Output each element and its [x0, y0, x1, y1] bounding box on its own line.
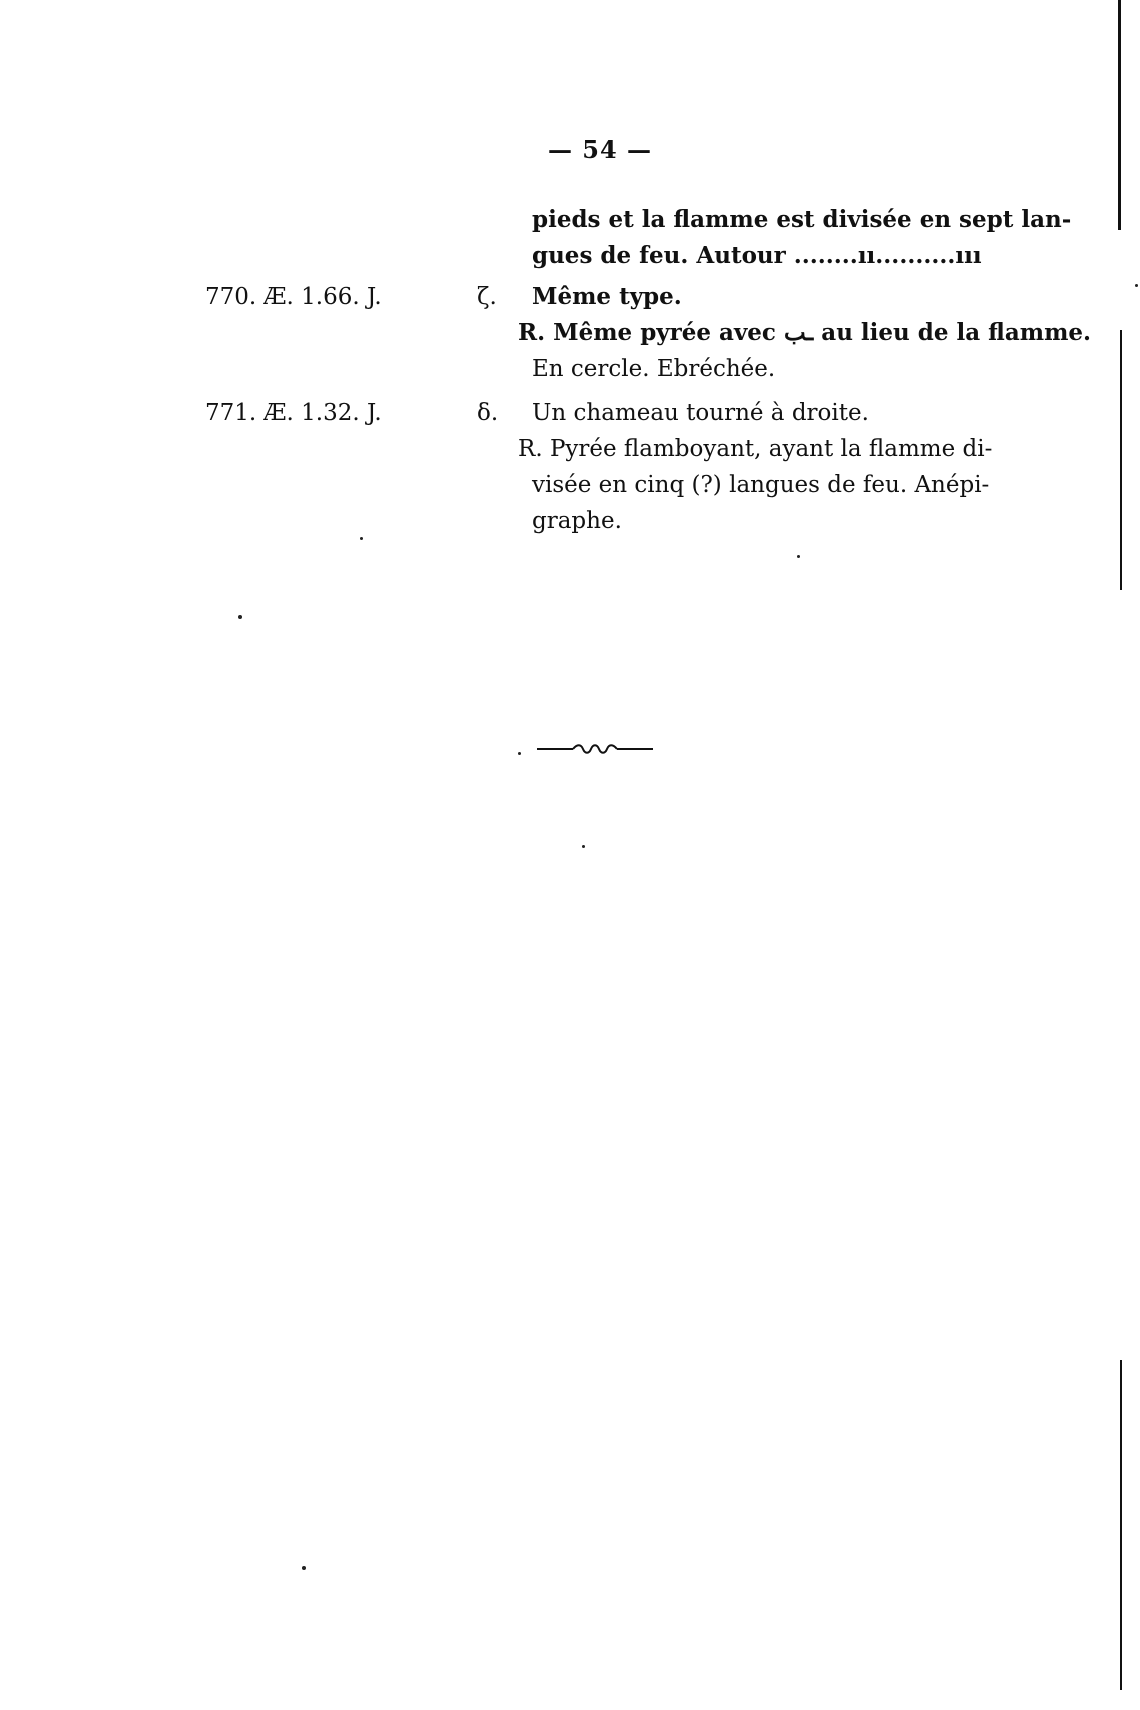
entry-marker: ζ. [477, 284, 497, 310]
paper-speck [582, 845, 585, 848]
reverse-line-1: R. Pyrée flamboyant, ayant la flamme di- [518, 436, 993, 462]
paper-speck [1135, 284, 1138, 287]
ornament-divider [535, 742, 655, 756]
continuation-line-1: pieds et la flamme est divisée en sept lan- [532, 206, 1072, 233]
catalog-number: 771. Æ. 1.32. J. [205, 400, 382, 426]
reverse-line-2: En cercle. Ebréchée. [532, 356, 776, 382]
reverse-line-2: visée en cinq (?) langues de feu. Anépi- [532, 472, 990, 498]
paper-speck [238, 615, 242, 619]
binding-edge-mark [1120, 330, 1122, 590]
paper-speck [797, 555, 800, 558]
binding-edge-mark [1120, 1360, 1122, 1690]
continuation-line-2: gues de feu. Autour ........ıı..........ııı [532, 242, 982, 269]
page-number: — 54 — [547, 135, 653, 164]
obverse-description: Un chameau tourné à droite. [532, 400, 869, 426]
paper-speck [302, 1566, 306, 1570]
paper-speck [518, 752, 521, 755]
obverse-description: Même type. [532, 283, 682, 310]
catalog-number: 770. Æ. 1.66. J. [205, 284, 382, 310]
binding-edge-mark [1118, 0, 1121, 230]
entry-marker: δ. [477, 400, 499, 426]
reverse-line-1: R. Même pyrée avec ـب au lieu de la flamme. [518, 319, 1092, 346]
reverse-line-3: graphe. [532, 508, 622, 534]
paper-speck [360, 537, 363, 540]
